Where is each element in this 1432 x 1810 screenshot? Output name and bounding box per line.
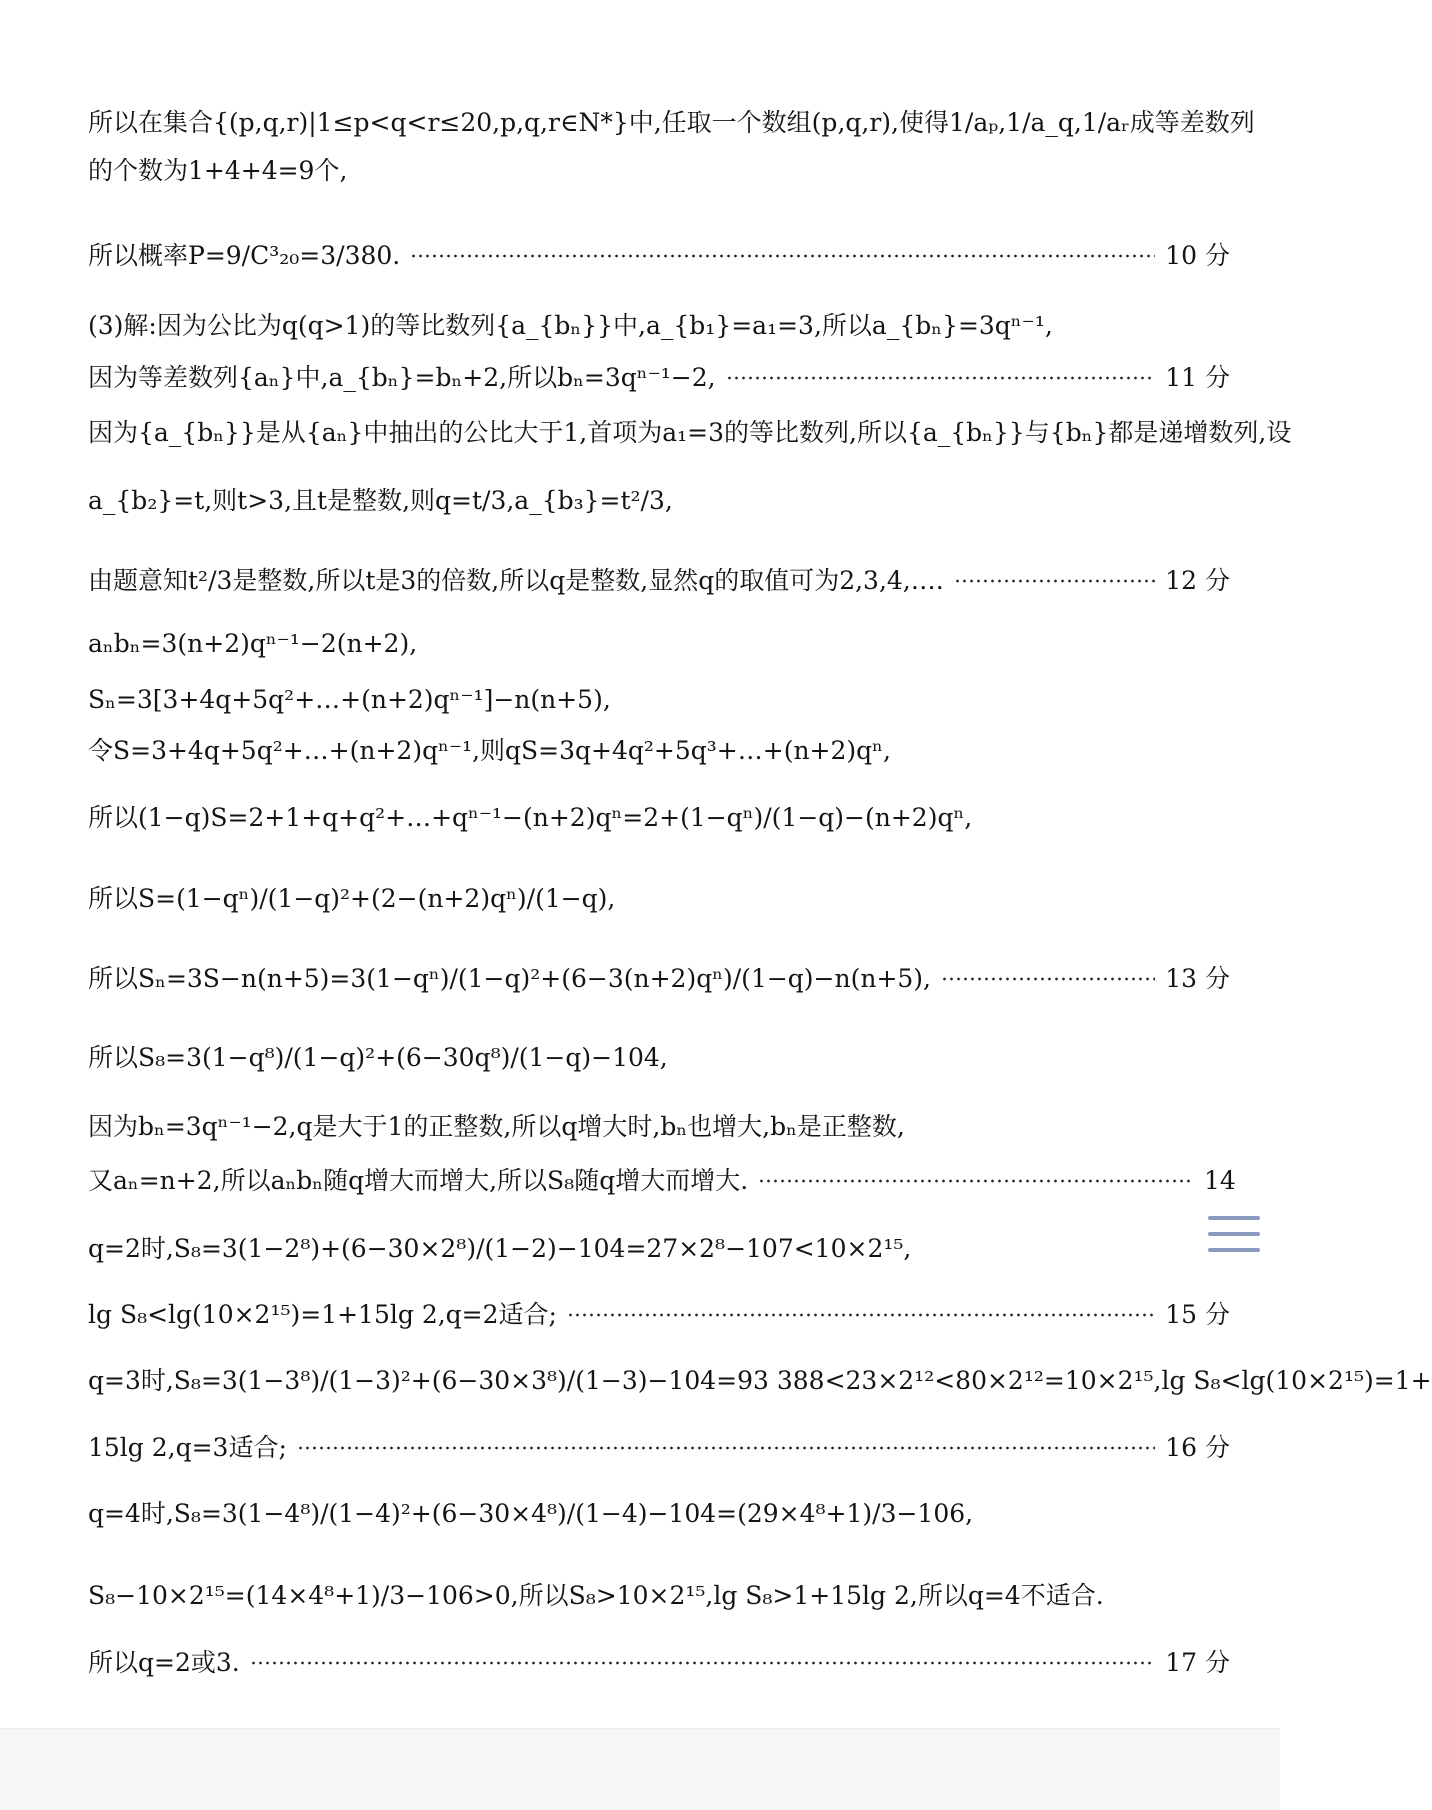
- hamburger-menu-icon[interactable]: [1208, 1212, 1260, 1256]
- text-line: q=4时,S₈=3(1−4⁸)/(1−4)²+(6−30×4⁸)/(1−4)−104=(29×4⁸+1)/3−106,: [88, 1499, 974, 1528]
- score-label: 16 分: [1165, 1433, 1230, 1462]
- score-line: [88, 563, 1230, 599]
- score-label: 12 分: [1165, 566, 1230, 595]
- text-line: a_{b₂}=t,则t>3,且t是整数,则q=t/3,a_{b₃}=t²/3,: [88, 486, 673, 515]
- text-line: 由题意知t²/3是整数,所以t是3的倍数,所以q是整数,显然q的取值可为2,3,4,….: [88, 566, 944, 595]
- text-line: lg S₈<lg(10×2¹⁵)=1+15lg 2,q=2适合;: [88, 1300, 557, 1329]
- score-line: [88, 1430, 1230, 1466]
- score-label: 14: [1204, 1166, 1236, 1195]
- text-line: 所以概率P=9/C³₂₀=3/380.: [88, 241, 401, 270]
- text-line: 因为bₙ=3qⁿ⁻¹−2,q是大于1的正整数,所以q增大时,bₙ也增大,bₙ是正整数,: [88, 1112, 905, 1141]
- score-line: [88, 961, 1230, 997]
- text-line: 因为{a_{bₙ}}是从{aₙ}中抽出的公比大于1,首项为a₁=3的等比数列,所以{a_{bₙ}}与{bₙ}都是递增数列,设: [88, 418, 1292, 447]
- text-line: 令S=3+4q+5q²+…+(n+2)qⁿ⁻¹,则qS=3q+4q²+5q³+…+(n+2)qⁿ,: [88, 736, 891, 765]
- text-line: S₈−10×2¹⁵=(14×4⁸+1)/3−106>0,所以S₈>10×2¹⁵,lg S₈>1+15lg 2,所以q=4不适合.: [88, 1581, 1104, 1610]
- menu-bar: [1208, 1232, 1260, 1236]
- score-line: [88, 238, 1230, 274]
- text-line: q=3时,S₈=3(1−3⁸)/(1−3)²+(6−30×3⁸)/(1−3)−104=93 388<23×2¹²<80×2¹²=10×2¹⁵,lg S₈<lg(10×2¹⁵)=1+: [88, 1366, 1432, 1395]
- text-line: q=2时,S₈=3(1−2⁸)+(6−30×2⁸)/(1−2)−104=27×2⁸−107<10×2¹⁵,: [88, 1234, 912, 1263]
- dot-leader: [941, 976, 1155, 982]
- dot-leader: [726, 375, 1156, 381]
- text-line: 所以Sₙ=3S−n(n+5)=3(1−qⁿ)/(1−q)²+(6−3(n+2)qⁿ)/(1−q)−n(n+5),: [88, 964, 932, 993]
- dot-leader: [567, 1312, 1155, 1318]
- menu-bar: [1208, 1248, 1260, 1252]
- text-line: 所以q=2或3.: [88, 1648, 240, 1677]
- score-line: [88, 1645, 1230, 1681]
- dot-leader: [954, 578, 1156, 584]
- score-label: 10 分: [1165, 241, 1230, 270]
- menu-bar: [1208, 1216, 1260, 1220]
- dot-leader: [250, 1660, 1156, 1666]
- text-line: 又aₙ=n+2,所以aₙbₙ随q增大而增大,所以S₈随q增大而增大.: [88, 1166, 749, 1195]
- text-line: 所以S₈=3(1−q⁸)/(1−q)²+(6−30q⁸)/(1−q)−104,: [88, 1043, 668, 1072]
- text-line: 所以S=(1−qⁿ)/(1−q)²+(2−(n+2)qⁿ)/(1−q),: [88, 884, 616, 913]
- page-footer-band: [0, 1728, 1280, 1810]
- text-line: (3)解:因为公比为q(q>1)的等比数列{a_{bₙ}}中,a_{b₁}=a₁=3,所以a_{bₙ}=3qⁿ⁻¹,: [88, 311, 1053, 340]
- score-label: 13 分: [1165, 964, 1230, 993]
- score-label: 11 分: [1165, 363, 1230, 392]
- text-line: 所以(1−q)S=2+1+q+q²+…+qⁿ⁻¹−(n+2)qⁿ=2+(1−qⁿ)/(1−q)−(n+2)qⁿ,: [88, 803, 973, 832]
- score-label: 17 分: [1165, 1648, 1230, 1677]
- score-line: [88, 1297, 1230, 1333]
- score-line: [88, 360, 1230, 396]
- score-label: 15 分: [1165, 1300, 1230, 1329]
- score-line: [88, 1163, 1236, 1199]
- text-line: 的个数为1+4+4=9个,: [88, 156, 348, 185]
- text-line: 15lg 2,q=3适合;: [88, 1433, 287, 1462]
- text-line: 因为等差数列{aₙ}中,a_{bₙ}=bₙ+2,所以bₙ=3qⁿ⁻¹−2,: [88, 363, 716, 392]
- dot-leader: [758, 1178, 1194, 1184]
- text-line: aₙbₙ=3(n+2)qⁿ⁻¹−2(n+2),: [88, 629, 418, 658]
- text-line: Sₙ=3[3+4q+5q²+…+(n+2)qⁿ⁻¹]−n(n+5),: [88, 685, 611, 714]
- text-line: 所以在集合{(p,q,r)|1≤p<q<r≤20,p,q,r∈N*}中,任取一个数组(p,q,r),使得1/aₚ,1/a_q,1/aᵣ成等差数列: [88, 108, 1255, 137]
- dot-leader: [410, 253, 1155, 259]
- dot-leader: [297, 1445, 1155, 1451]
